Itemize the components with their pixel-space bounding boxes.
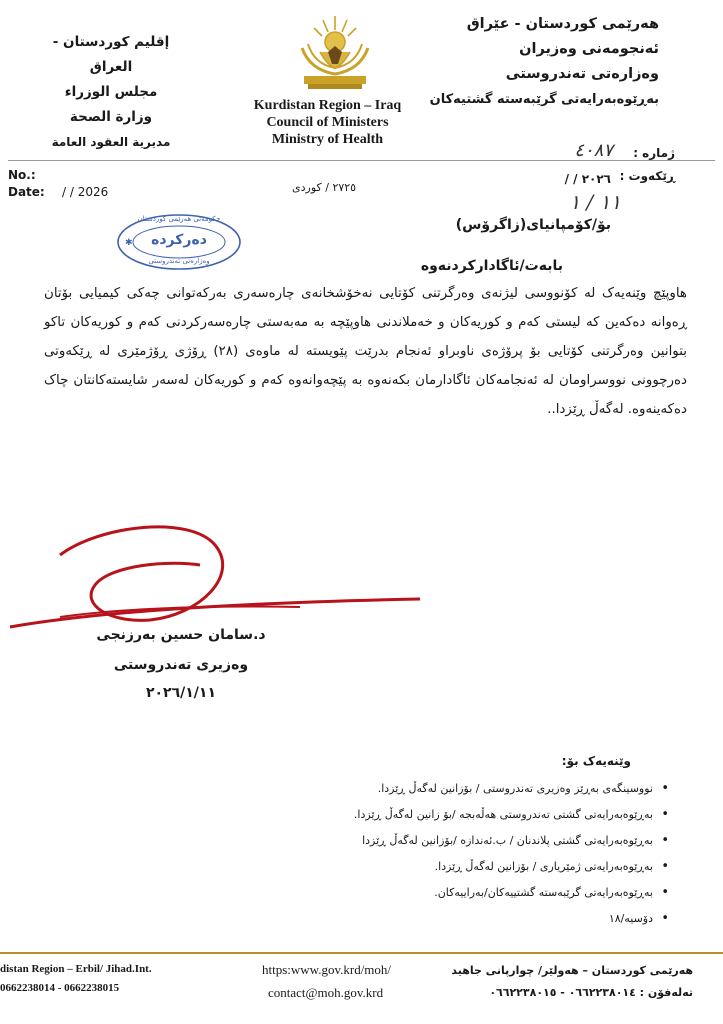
- cc-list: [243, 776, 673, 932]
- footer-en-phone: 0662238014 - 0662238015: [0, 982, 120, 994]
- stamp-top-text: حکومەتی هەرێمی کوردستان: [137, 215, 221, 223]
- header-ku-line-3: وەزارەتی تەندروستی: [505, 66, 659, 82]
- cc-item: • بەڕێوەبەرایەتی گرێبەستە گشتییەکان/بەراییەکان.: [243, 880, 673, 906]
- header-ar-line-1: إقليم كوردستان - العراق: [52, 34, 170, 75]
- recipient: بۆ/کۆمپانیای(زاگرۆس): [455, 217, 611, 233]
- number-label: No.:: [8, 168, 36, 182]
- header-ar-line-4: مديرية العقود العامة: [51, 135, 171, 149]
- header-en-line-3: Ministry of Health: [271, 132, 384, 147]
- signature-date: ٢٠٢٦/١/١١: [145, 685, 217, 701]
- header-ku-line-2: ئەنجومەنی وەزیران: [519, 41, 659, 57]
- cc-item: • بەڕێوەبەرایەتی گشتی تەندروستی هەڵەبجە /بۆ زانین لەگەڵ ڕێزدا.: [243, 802, 673, 828]
- header-kurdish: [430, 12, 659, 112]
- signatory-title: وەزیری تەندروستی: [113, 657, 249, 673]
- header-arabic: [36, 30, 186, 155]
- kurdish-year: ٢٧٢٥ / کوردی: [292, 181, 357, 194]
- cc-title: وێنەیەک بۆ:: [561, 754, 631, 768]
- date-value: / / 2026: [62, 185, 109, 199]
- ku-date-label: ڕێکەوت :: [619, 169, 675, 183]
- issued-stamp: [115, 212, 243, 272]
- footer-website-link[interactable]: https:www.gov.krd/moh/: [262, 962, 392, 977]
- footer-en-address: distan Region – Erbil/ Jihad.Int.: [0, 963, 152, 975]
- stamp-bottom-text: وەزارەتی تەندروستی: [148, 257, 210, 265]
- cc-item: • نووسینگەی بەڕێز وەزیری تەندروستی / بۆزانین لەگەڵ ڕێزدا.: [243, 776, 673, 802]
- header-ku-line-1: هەرێمی کوردستان - عێراق: [466, 16, 659, 32]
- header-ar-line-3: وزارة الصحة: [69, 109, 153, 125]
- date-label: Date:: [8, 185, 45, 199]
- footer-ku-address: هەرێمی کوردستان – هەولێر/ چوارپانی جاهید: [451, 964, 693, 977]
- stamp-center-text: دەرکرده: [151, 232, 207, 248]
- header-english: [240, 97, 415, 148]
- footer-divider: [0, 952, 723, 954]
- header-ku-line-4: بەڕێوەبەرایەتی گرێبەستە گشتیەکان: [429, 92, 659, 107]
- signature-scribble-icon: [0, 515, 440, 645]
- svg-text:✱: ✱: [125, 238, 133, 248]
- kurdistan-emblem-icon: [290, 8, 380, 98]
- footer-ku-phone: تەلەفۆن : ٠٦٦٢٢٣٨٠١٤ - ٠٦٦٢٢٣٨٠١٥: [489, 986, 693, 999]
- handwritten-date: ١١ / ١: [569, 190, 621, 214]
- signatory-name: د.سامان حسین بەرزنجی: [96, 627, 266, 643]
- cc-item: • دۆسیە/١٨: [243, 906, 673, 932]
- cc-item: • بەڕێوەبەرایەتی ژمێریاری / بۆزانین لەگەڵ ڕێزدا.: [243, 854, 673, 880]
- header-en-line-2: Council of Ministers: [266, 115, 389, 130]
- ku-number-label: ژمارە :: [633, 146, 675, 160]
- header-en-line-1: Kurdistan Region – Iraq: [253, 98, 402, 113]
- footer-email-link[interactable]: contact@moh.gov.krd: [268, 985, 384, 1000]
- subject: بابەت/ئاگادارکردنەوە: [420, 258, 563, 274]
- letter-body: هاوپێچ وێنەیەک لە کۆنووسی لیژنەی وەرگرتنی کۆتایی نەخۆشخانەی چارەسەری بەرکەتوانی چەکی کیمیایی بۆتان ڕەوانە دەکەین کە لیستی کەم و کوریەکان و خەملاندنی هاوپێچە بە مەبەستی چارەسەرکردنی کەم و کوریەکان تاکو بتوانین وەرگرتنی کۆتایی بۆ پرۆژەی ناوبراو ئەنجام بدرێت پێویستە لە ماوەی (٢٨) ڕۆژی ڕۆژمێری لە ڕێکەوتی دەرچوونی نووسراومان لە ئەنجامەکان ئاگادارمان بکەنەوە بە پێچەوانەوە کەم و کوریەکان لەسەر شایستەکانتان چاک دەکەینەوە. لەگەڵ ڕێزدا..: [44, 286, 687, 417]
- header-ar-line-2: مجلس الوزراء: [64, 84, 158, 100]
- ku-date-value: ٢٠٢٦ / /: [564, 172, 611, 186]
- handwritten-number: ٤٠٨٧: [574, 140, 613, 161]
- cc-item: • بەڕێوەبەرایەتی گشتی پلاندنان / ب.ئەندازە /بۆزانین لەگەڵ ڕێزدا: [243, 828, 673, 854]
